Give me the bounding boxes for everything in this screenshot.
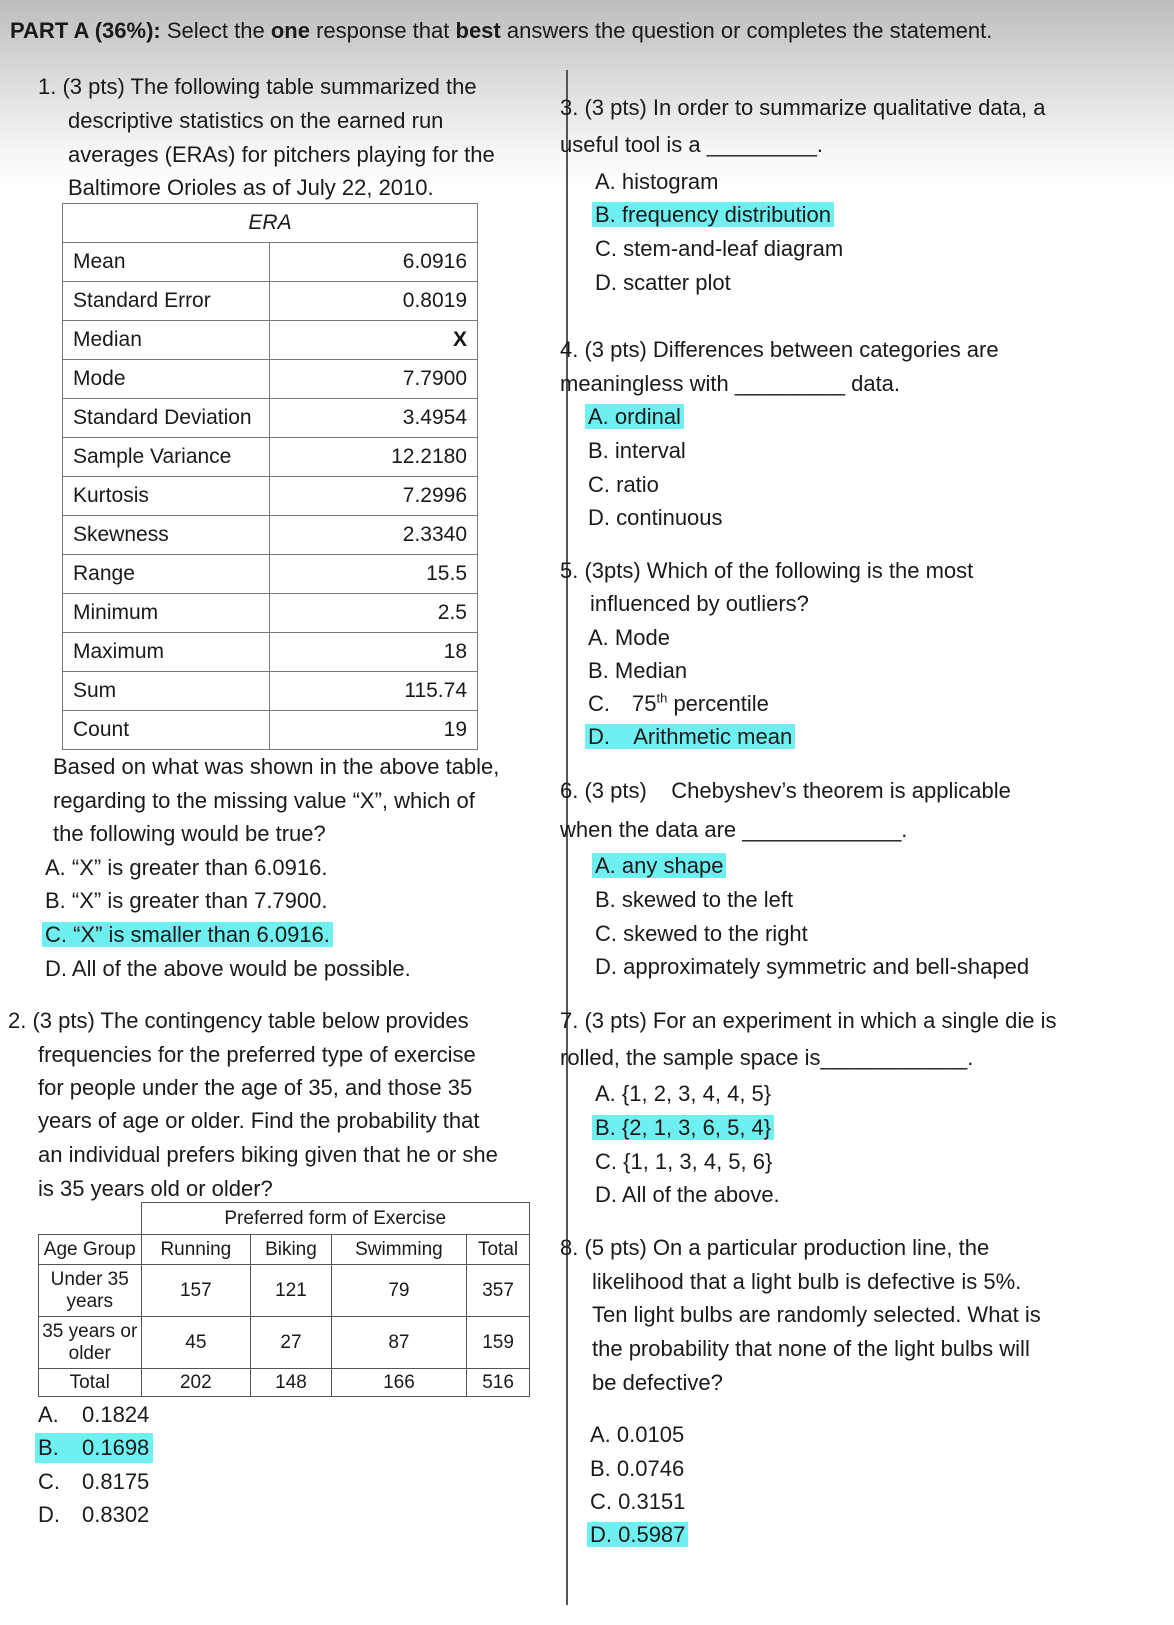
q3-option-a[interactable]: A. histogram <box>595 169 719 194</box>
q1-line-3: averages (ERAs) for pitchers playing for the <box>68 142 495 167</box>
q8-option-b[interactable]: B. 0.0746 <box>590 1456 685 1481</box>
q8-line-1: 8. (5 pts) On a particular production line, the <box>560 1235 990 1260</box>
era-row: Mean 6.0916 <box>63 243 478 282</box>
q3-option-b[interactable]: B. frequency distribution <box>592 202 834 227</box>
q2-line-5: an individual prefers biking given that he or she <box>38 1142 498 1167</box>
contingency-title: Preferred form of Exercise <box>141 1203 530 1235</box>
ct-header: Age Group <box>39 1235 142 1265</box>
q1-follow-1: Based on what was shown in the above table, <box>53 754 500 779</box>
q6-line-1: 6. (3 pts) Chebyshev’s theorem is applicable <box>560 778 1011 803</box>
q3-option-c[interactable]: C. stem-and-leaf diagram <box>595 236 844 261</box>
q1-option-d[interactable]: D. All of the above would be possible. <box>45 956 411 981</box>
ct-header: Swimming <box>331 1235 466 1265</box>
q8-line-3: Ten light bulbs are randomly selected. What is <box>592 1302 1041 1327</box>
q7-option-a[interactable]: A. {1, 2, 3, 4, 4, 5} <box>595 1081 772 1106</box>
era-row: Sum 115.74 <box>63 672 478 711</box>
q4-line-2: meaningless with _________ data. <box>560 371 901 396</box>
q7-option-c[interactable]: C. {1, 1, 3, 4, 5, 6} <box>595 1149 773 1174</box>
q6-option-c[interactable]: C. skewed to the right <box>595 921 808 946</box>
q7-line-1: 7. (3 pts) For an experiment in which a single die is <box>560 1008 1057 1033</box>
ct-row: Under 35 years 157 121 79 357 <box>39 1265 530 1317</box>
q8-option-c[interactable]: C. 0.3151 <box>590 1489 686 1514</box>
q4-option-a[interactable]: A. ordinal <box>585 404 684 429</box>
q8-line-5: be defective? <box>592 1370 723 1395</box>
era-table <box>62 203 478 750</box>
ct-row: 35 years or older 45 27 87 159 <box>39 1317 530 1369</box>
q5-option-d[interactable]: D. Arithmetic mean <box>585 724 795 749</box>
era-row: Kurtosis 7.2996 <box>63 477 478 516</box>
q8-line-2: likelihood that a light bulb is defective is 5%. <box>592 1269 1022 1294</box>
q2-line-2: frequencies for the preferred type of exercise <box>38 1042 476 1067</box>
q8-option-a[interactable]: A. 0.0105 <box>590 1422 685 1447</box>
q4-option-c[interactable]: C. ratio <box>588 472 659 497</box>
q1-line-4: Baltimore Orioles as of July 22, 2010. <box>68 175 434 200</box>
q1-option-c[interactable]: C. “X” is smaller than 6.0916. <box>42 922 333 947</box>
q3-line-2: useful tool is a _________. <box>560 132 823 157</box>
era-table-title: ERA <box>63 204 478 243</box>
q2-line-6: is 35 years old or older? <box>38 1176 273 1201</box>
q5-line-2: influenced by outliers? <box>590 591 809 616</box>
q6-option-b[interactable]: B. skewed to the left <box>595 887 794 912</box>
q2-option-c[interactable]: C. 0.8175 <box>38 1469 150 1494</box>
era-row: Range 15.5 <box>63 555 478 594</box>
part-label: PART A (36%): <box>10 18 161 43</box>
contingency-table <box>38 1202 530 1397</box>
q6-line-2: when the data are _____________. <box>560 817 908 842</box>
q3-option-d[interactable]: D. scatter plot <box>595 270 731 295</box>
q6-option-d[interactable]: D. approximately symmetric and bell-shaped <box>595 954 1030 979</box>
q5-option-a[interactable]: A. Mode <box>588 625 670 650</box>
era-row: Mode 7.7900 <box>63 360 478 399</box>
q6-option-a[interactable]: A. any shape <box>592 853 726 878</box>
q5-line-1: 5. (3pts) Which of the following is the most <box>560 558 974 583</box>
q2-line-1: 2. (3 pts) The contingency table below provides <box>8 1008 469 1033</box>
q2-line-3: for people under the age of 35, and those 35 <box>38 1075 473 1100</box>
ct-header: Biking <box>251 1235 332 1265</box>
ct-row: Total 202 148 166 516 <box>39 1369 530 1397</box>
q2-option-a[interactable]: A. 0.1824 <box>38 1402 150 1427</box>
q2-line-4: years of age or older. Find the probability that <box>38 1108 480 1133</box>
ct-header: Total <box>467 1235 530 1265</box>
q4-line-1: 4. (3 pts) Differences between categories are <box>560 337 999 362</box>
q1-follow-2: regarding to the missing value “X”, which of <box>53 788 475 813</box>
q4-option-d[interactable]: D. continuous <box>588 505 723 530</box>
q5-option-c[interactable]: C. 75th percentile <box>588 690 769 716</box>
q1-line-1: 1. (3 pts) The following table summarized the <box>38 74 477 99</box>
era-row: Standard Error 0.8019 <box>63 282 478 321</box>
q1-option-b[interactable]: B. “X” is greater than 7.7900. <box>45 888 328 913</box>
q7-option-b[interactable]: B. {2, 1, 3, 6, 5, 4} <box>592 1115 774 1140</box>
q1-follow-3: the following would be true? <box>53 821 326 846</box>
q2-option-d[interactable]: D. 0.8302 <box>38 1502 150 1527</box>
ct-header: Running <box>141 1235 251 1265</box>
era-row: Sample Variance 12.2180 <box>63 438 478 477</box>
era-row: Median X <box>63 321 478 360</box>
era-row: Maximum 18 <box>63 633 478 672</box>
exam-header: PART A (36%): Select the one response that best answers the question or completes the statement. <box>10 18 993 43</box>
q4-option-b[interactable]: B. interval <box>588 438 686 463</box>
era-row: Standard Deviation 3.4954 <box>63 399 478 438</box>
q5-option-b[interactable]: B. Median <box>588 658 688 683</box>
q7-option-d[interactable]: D. All of the above. <box>595 1182 780 1207</box>
q2-option-b[interactable]: B. 0.1698 <box>35 1433 153 1463</box>
q3-line-1: 3. (3 pts) In order to summarize qualitative data, a <box>560 95 1046 120</box>
q1-line-2: descriptive statistics on the earned run <box>68 108 444 133</box>
q7-line-2: rolled, the sample space is____________. <box>560 1045 974 1070</box>
era-row: Skewness 2.3340 <box>63 516 478 555</box>
era-row: Count 19 <box>63 711 478 750</box>
q8-line-4: the probability that none of the light bulbs will <box>592 1336 1030 1361</box>
q1-option-a[interactable]: A. “X” is greater than 6.0916. <box>45 855 328 880</box>
era-row: Minimum 2.5 <box>63 594 478 633</box>
q8-option-d[interactable]: D. 0.5987 <box>587 1522 688 1547</box>
